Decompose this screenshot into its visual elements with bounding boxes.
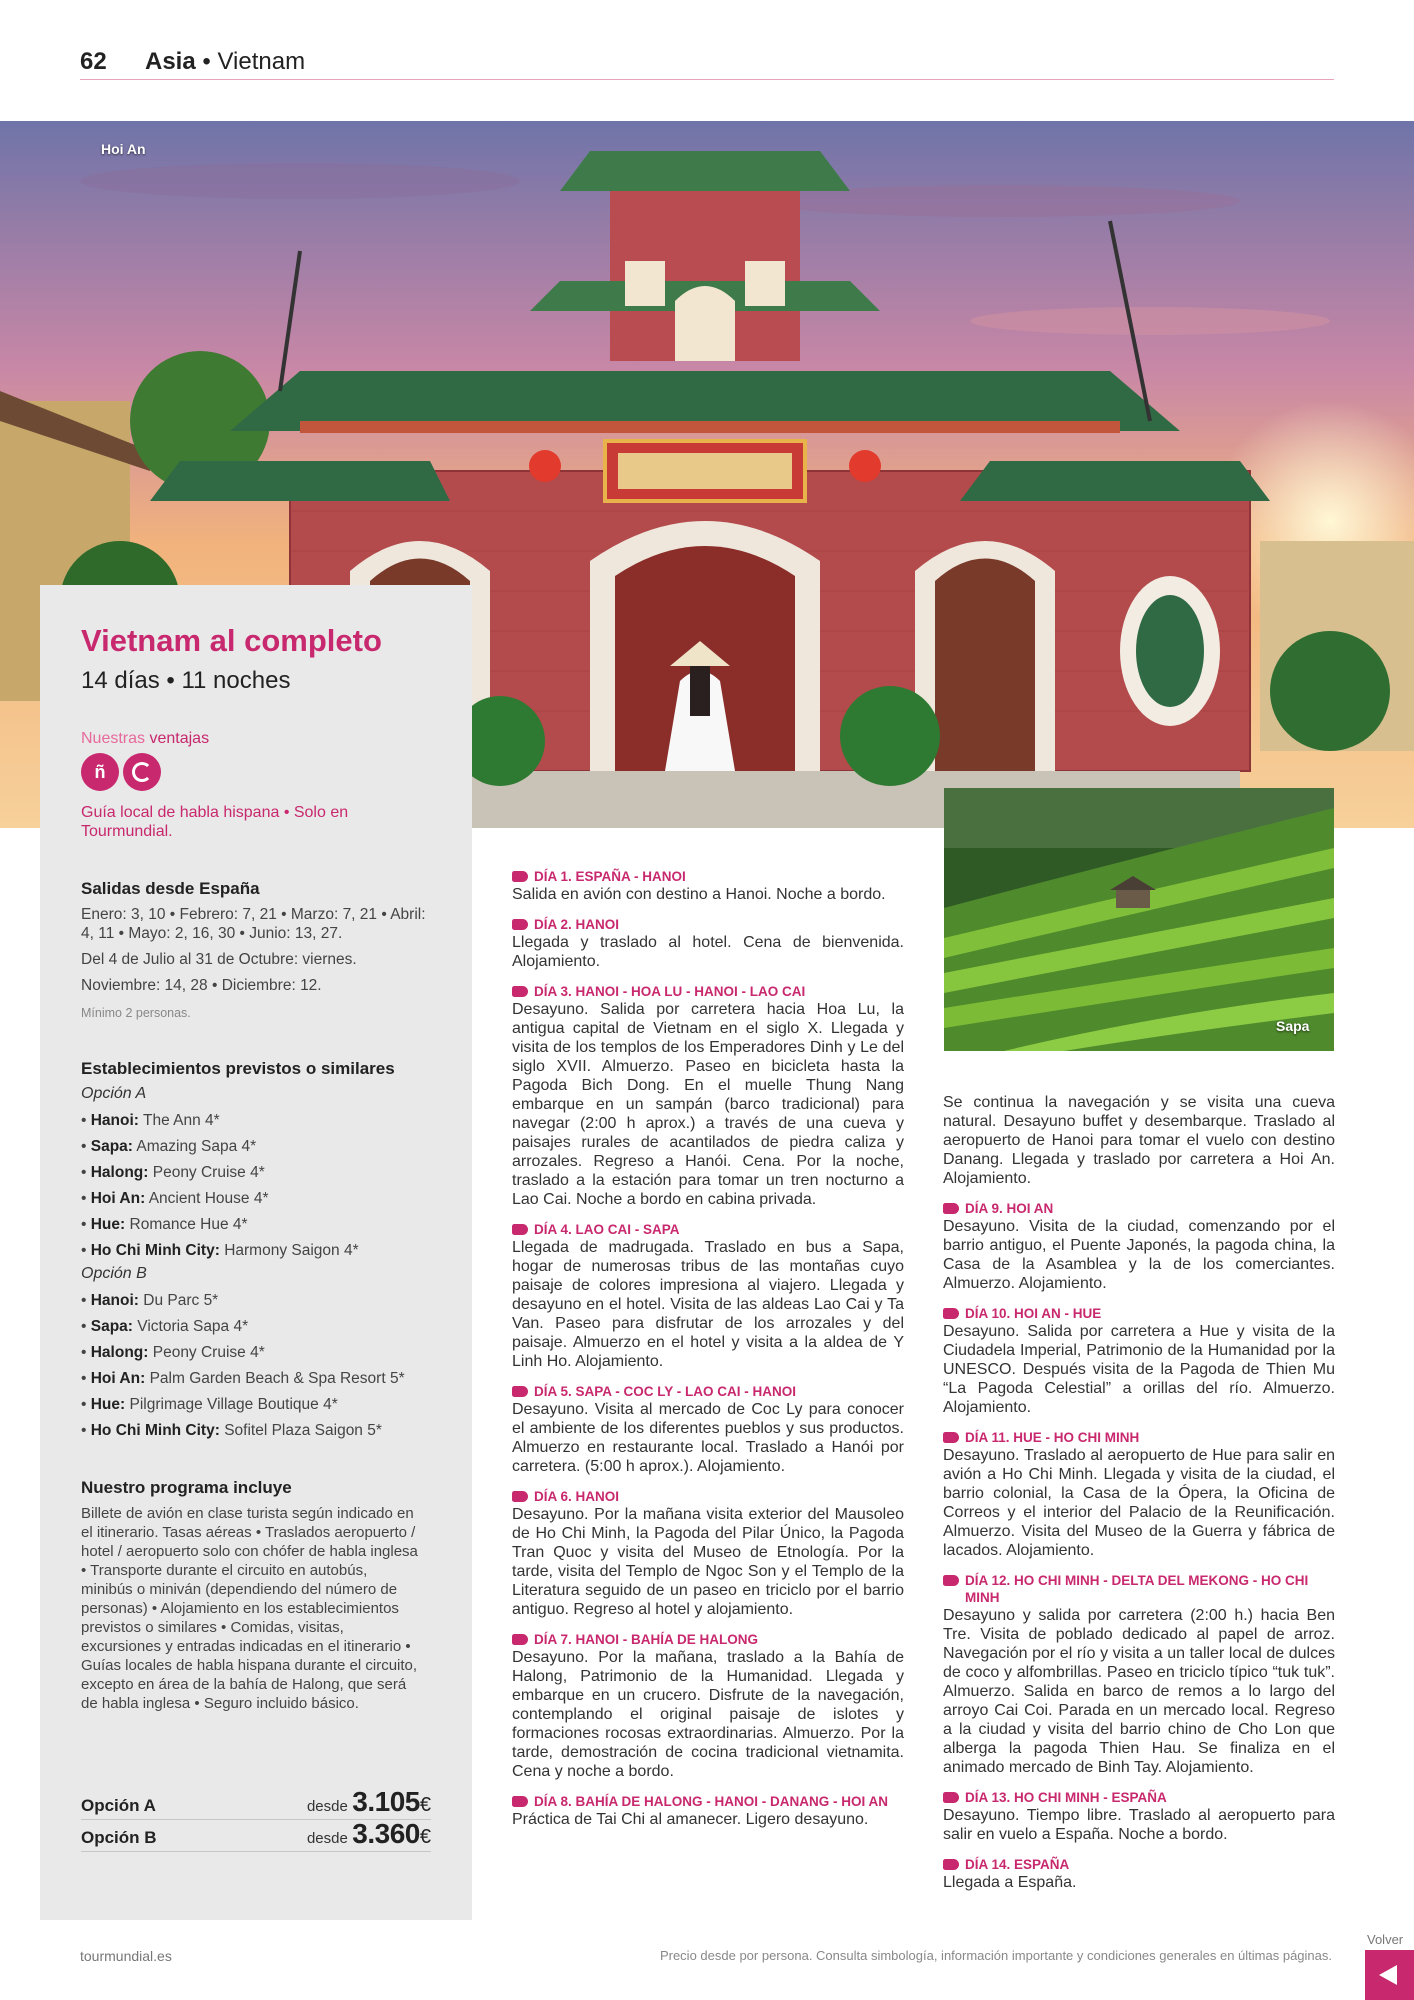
day-title: DÍA 3. HANOI - HOA LU - HANOI - LAO CAI [512,983,904,1000]
trip-summary-panel [40,585,472,1920]
departures-dates-2: Del 4 de Julio al 31 de Octubre: viernes. [81,951,357,968]
price-option-label: Opción A [81,1796,156,1815]
itinerary-column-1 [512,868,904,1829]
itinerary-day-10 [943,1305,1335,1417]
day-text: Salida en avión con destino a Hanoi. Noche a bordo. [512,886,886,903]
itinerary-day-12 [943,1572,1335,1777]
hotel-item: • Hue: Romance Hue 4* [81,1216,248,1233]
footer-disclaimer: Precio desde por persona. Consulta simbología, información importante y condiciones generales en últimas páginas. [659,1948,1332,1963]
hotel-item: • Sapa: Amazing Sapa 4* [81,1138,257,1155]
day-text: Desayuno. Visita de la ciudad, comenzando por el barrio antiguo, el Puente Japonés, la pagoda china, la Casa de la Asamblea y la de los comerciantes. Almuerzo. Alojamiento. [943,1218,1335,1292]
itinerary-day-7 [512,1631,904,1781]
advantage-icons [81,753,436,793]
departures-dates-1: Enero: 3, 10 • Febrero: 7, 21 • Marzo: 7, 21 • Abril: 4, 11 • Mayo: 2, 16, 30 • Junio: 13, 27. [81,906,426,942]
advantages-text: Guía local de habla hispana • Solo en Tourmundial. [81,804,349,840]
day-title: DÍA 13. HO CHI MINH - ESPAÑA [943,1789,1335,1806]
day-text: Llegada a España. [943,1874,1077,1891]
day-title: DÍA 2. HANOI [512,916,904,933]
includes-heading: Nuestro programa incluye [81,1478,292,1497]
spanish-guide-icon: ñ [81,753,119,791]
hotel-list-option-b [81,1291,436,1440]
hotel-option-b-title: Opción B [81,1265,147,1282]
minimum-people-note: Mínimo 2 personas. [81,1006,191,1020]
itinerary-day-3 [512,983,904,1209]
day-text: Desayuno. Traslado al aeropuerto de Hue para salir en avión a Ho Chi Minh. Llegada y visita de la ciudad, el barrio colonial, la Casa de la Ópera, la Oficina de Correos y el interior del Palacio de la Reunificación. Almuerzo. Visita del Museo de la Guerra y fábrica de lacados. Alojamiento. [943,1447,1335,1559]
hotel-item: • Halong: Peony Cruise 4* [81,1344,265,1361]
hotel-item: • Halong: Peony Cruise 4* [81,1164,265,1181]
price-value: desde 3.360€ [306,1818,431,1849]
day-title: DÍA 5. SAPA - COC LY - LAO CAI - HANOI [512,1383,904,1400]
day-text: Práctica de Tai Chi al amanecer. Ligero desayuno. [512,1811,869,1828]
day-title: DÍA 4. LAO CAI - SAPA [512,1221,904,1238]
departures-heading: Salidas desde España [81,879,260,898]
region-label [145,48,305,76]
day-title: DÍA 11. HUE - HO CHI MINH [943,1429,1335,1446]
page-number: 62 [80,48,107,75]
itinerary-day-4 [512,1221,904,1371]
day-title: DÍA 1. ESPAÑA - HANOI [512,868,904,885]
day-title: DÍA 8. BAHÍA DE HALONG - HANOI - DANANG - HOI AN [512,1793,904,1810]
back-label[interactable]: Volver [1367,1932,1404,1947]
day-text: Desayuno y salida por carretera (2:00 h.) hacia Ben Tre. Visita de poblado dedicado al papel de arroz. Navegación por el río y visita a un taller local de dulces de coco y alfombrillas. Paseo en triciclo típico “tuk tuk”. Almuerzo. Salida en barco de remos a lo largo del arroyo Cai Coi. Parada en un mercado local. Regreso a la ciudad y visita del barrio chino de Cho Lon que alberga la pagoda Thien Hau. Se finaliza en el animado mercado de Binh Tay. Alojamiento. [943,1607,1335,1776]
day-text: Desayuno. Por la mañana visita exterior del Mausoleo de Ho Chi Minh, la Pagoda del Pilar Único, la Pagoda Tran Quoc y visita del Museo de Etnología. Por la tarde, visita del Templo de Ngoc Son y el Templo de la Literatura seguido de un paseo en triciclo por el barrio antiguo. Regreso al hotel y alojamiento. [512,1506,904,1618]
day-title: DÍA 9. HOI AN [943,1200,1335,1217]
itinerary-day-8 [512,1793,904,1829]
continent-label: Asia [145,48,196,75]
departures-dates-3: Noviembre: 14, 28 • Diciembre: 12. [81,977,322,994]
itinerary-day-1 [512,868,904,904]
hotels-heading: Establecimientos previstos o similares [81,1059,395,1078]
price-value: desde 3.105€ [306,1786,431,1817]
trip-duration: 14 días • 11 noches [81,667,291,694]
day-title: DÍA 10. HOI AN - HUE [943,1305,1335,1322]
day-text: Desayuno. Tiempo libre. Traslado al aeropuerto para salir en vuelo a España. Noche a bordo. [943,1807,1335,1843]
day-text: Se continua la navegación y se visita una cueva natural. Desayuno buffet y desembarque. Traslado al aeropuerto de Hanoi para tomar el vuelo con destino Danang. Llegada y traslado por carretera a Hoi An. Alojamiento. [943,1094,1335,1187]
price-option-label: Opción B [81,1828,157,1847]
rice-terraces-illustration [944,788,1334,1051]
day-text: Desayuno. Por la mañana, traslado a la Bahía de Halong, Patrimonio de la Humanidad. Llegada y embarque en un crucero. Disfrute de la navegación, contemplando el original paisaje de islotes y formaciones rocosas extraordinarias. Almuerzo. Por la tarde, demostración de cocina tradicional vietnamita. Cena y noche a bordo. [512,1649,904,1780]
itinerary-day-13 [943,1789,1335,1844]
hotel-item: • Sapa: Victoria Sapa 4* [81,1318,249,1335]
itinerary-day-6 [512,1488,904,1619]
advantages-label [81,730,436,748]
day-text: Desayuno. Salida por carretera hacia Hoa Lu, la antigua capital de Vietnam en el siglo X. Llegada y visita de los templos de los Emperadores Dinh y Le del siglo XVII. Almuerzo. Paseo en bicicleta hasta la Pagoda Bich Dong. En el muelle Thung Nang embarque en un sampán (barco tradicional) para navegar (2:00 h aprox.) a través de una cueva y paisajes rurales de acantilados de piedra caliza y arrozales. Regreso a Hanói. Cena. Por la noche, traslado a la estación para tomar un tren nocturno a Lao Cai. Noche a bordo en cabina privada. [512,1001,904,1208]
footer-website: tourmundial.es [80,1948,172,1964]
hotel-item: • Ho Chi Minh City: Sofitel Plaza Saigon 5* [81,1422,382,1439]
advantages-highlight: ventajas [149,730,210,747]
hero-caption: Hoi An [101,141,146,157]
day-text: Llegada de madrugada. Traslado en bus a Sapa, hogar de numerosas tribus de las montañas cuyo paisaje de colores impresiona al viajero. Llegada y desayuno en el hotel. Visita de las aldeas Lao Cai y Ta Van. Paseo para disfrutar de los arrozales y del paisaje. Almuerzo en el hotel y visita a la aldea de Y Linh Ho. Alojamiento. [512,1239,904,1370]
hotel-item: • Hue: Pilgrimage Village Boutique 4* [81,1396,338,1413]
page-header [80,46,1334,80]
advantages-prefix: Nuestras [81,730,146,747]
day-title: DÍA 12. HO CHI MINH - DELTA DEL MEKONG - HO CHI MINH [943,1572,1335,1606]
day-title: DÍA 7. HANOI - BAHÍA DE HALONG [512,1631,904,1648]
header-separator: • [202,48,211,75]
hotel-item: • Hanoi: Du Parc 5* [81,1292,219,1309]
hotel-item: • Hoi An: Palm Garden Beach & Spa Resort 5* [81,1370,405,1387]
itinerary-column-2 [943,1093,1335,1892]
price-row-option-b [81,1818,431,1852]
day-text: Llegada y traslado al hotel. Cena de bienvenida. Alojamiento. [512,934,904,970]
sapa-caption: Sapa [1276,1018,1310,1034]
day-title: DÍA 6. HANOI [512,1488,904,1505]
includes-text: Billete de avión en clase turista según indicado en el itinerario. Tasas aéreas • Traslados aeropuerto / hotel / aeropuerto solo con chófer de habla inglesa • Transporte durante el circuito en autobús, minibús o miniván (dependiendo del número de personas) • Alojamiento en los establecimientos previstos o similares • Comidas, visitas, excursiones y entradas indicadas en el itinerario • Guías locales de habla hispana durante el circuito, excepto en área de la bahía de Halong, que será de habla inglesa • Seguro incluido básico. [81,1505,418,1712]
back-arrow-button[interactable] [1365,1950,1414,2000]
hotel-item: • Hanoi: The Ann 4* [81,1112,220,1129]
hotel-item: • Hoi An: Ancient House 4* [81,1190,269,1207]
hotel-list-option-a [81,1111,436,1260]
itinerary-day-8-continued [943,1093,1335,1188]
hotel-item: • Ho Chi Minh City: Harmony Saigon 4* [81,1242,359,1259]
hotel-option-a-title: Opción A [81,1085,147,1102]
itinerary-day-11 [943,1429,1335,1560]
itinerary-day-2 [512,916,904,971]
itinerary-day-9 [943,1200,1335,1293]
country-label: Vietnam [217,48,306,75]
day-title: DÍA 14. ESPAÑA [943,1856,1335,1873]
day-text: Desayuno. Salida por carretera a Hue y visita de la Ciudadela Imperial, Patrimonio de la Humanidad por la UNESCO. Después visita de la Pagoda de Thien Mu “La Pagoda Celestial” a orillas del río. Almuerzo. Alojamiento. [943,1323,1335,1416]
exclusive-tourmundial-icon [123,753,161,791]
itinerary-day-14 [943,1856,1335,1892]
trip-title: Vietnam al completo [81,623,382,658]
price-row-option-a [81,1786,431,1820]
itinerary-day-5 [512,1383,904,1476]
sapa-photo [944,788,1334,1051]
day-text: Desayuno. Visita al mercado de Coc Ly para conocer el ambiente de los diferentes pueblos y sus productos. Almuerzo en restaurante local. Traslado a Hanói por carretera. (5:00 h aprox.). Alojamiento. [512,1401,904,1475]
